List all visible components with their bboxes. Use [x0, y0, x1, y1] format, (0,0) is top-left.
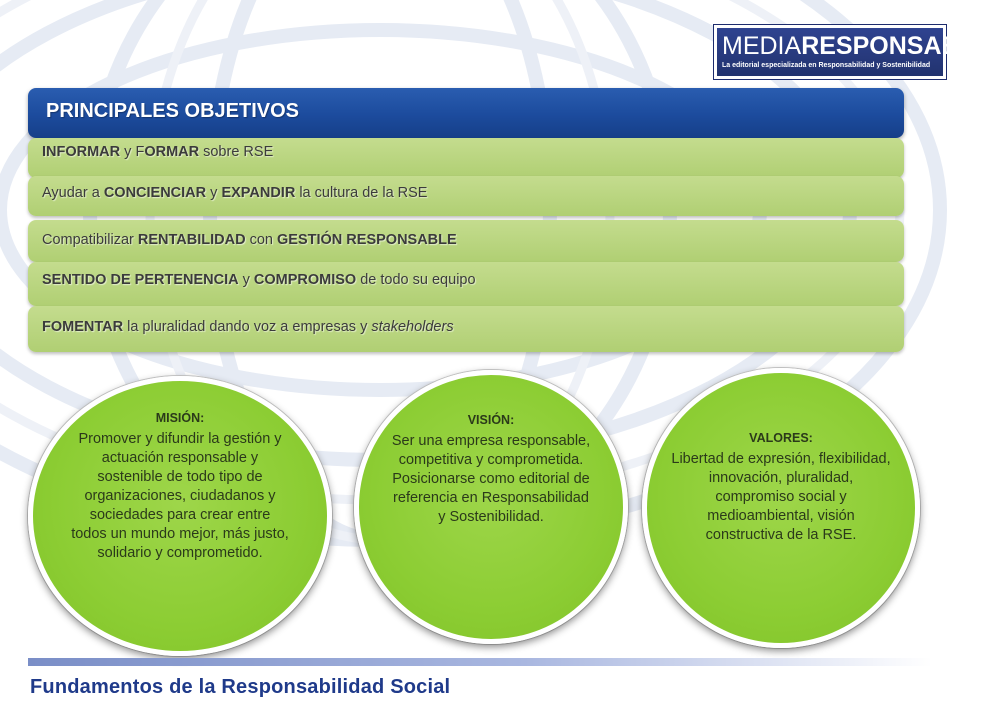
valores-content [671, 431, 891, 545]
vision-body: Ser una empresa responsable, competitiva y comprometida. Posicionarse como editorial de referencia en Responsabilidad y Sostenibilidad. [391, 433, 591, 525]
objective-item-fomentar [28, 306, 904, 352]
objective-plain: Ayudar a [42, 185, 104, 201]
objective-item-concienciar [28, 176, 904, 216]
objective-plain: Compatibilizar [42, 232, 138, 248]
objective-text [42, 232, 457, 248]
valores-body: Libertad de expresión, flexibilidad, innovación, pluralidad, compromiso social y medioambiental, visión constructiva de la RSE. [671, 451, 891, 543]
objective-italic: stakeholders [371, 319, 454, 335]
mision-body: Promover y difundir la gestión y actuación responsable y sostenible de todo tipo de organizaciones, ciudadanos y sociedades para crear entre todos un mundo mejor, más justo, solidario y comprometido. [71, 431, 289, 561]
objective-plain: y [206, 185, 222, 201]
objective-text [42, 185, 427, 201]
objective-text [42, 272, 476, 288]
objectives-header [28, 88, 904, 138]
objective-bold: GESTIÓN RESPONSABLE [277, 232, 457, 248]
objectives-title: PRINCIPALES OBJETIVOS [46, 100, 300, 122]
objective-plain: la pluralidad dando voz a empresas y [123, 319, 372, 335]
vision-title: VISIÓN: [467, 413, 515, 427]
logo-title-bold: RESPONSABLE [801, 32, 992, 60]
objective-text [42, 144, 273, 160]
objective-plain: la cultura de la RSE [295, 185, 428, 201]
objective-plain: con [245, 232, 278, 248]
objective-text [42, 319, 454, 335]
mision-title: MISIÓN: [155, 411, 205, 425]
objective-plain: y [238, 272, 254, 288]
footer-title: Fundamentos de la Responsabilidad Social [30, 676, 451, 698]
logo-title-light: MEDIA [722, 32, 802, 60]
objective-bold: RENTABILIDAD [137, 232, 246, 248]
objective-bold: ORMAR [144, 144, 200, 160]
objective-item-rentabilidad [28, 220, 904, 262]
valores-circle [642, 368, 920, 648]
objective-bold: FOMENTAR [42, 319, 124, 335]
objective-bold: COMPROMISO [253, 272, 357, 288]
objective-bold: CONCIENCIAR [103, 185, 207, 201]
logo-tagline: La editorial especializada en Responsabilidad y Sostenibilidad [722, 62, 931, 69]
objective-bold: EXPANDIR [221, 185, 296, 201]
objective-bold: SENTIDO DE PERTENENCIA [42, 272, 239, 288]
objective-item-pertenencia [28, 262, 904, 306]
logo-registered-mark: ® [992, 32, 1001, 44]
mediaresponsable-logo [713, 24, 1001, 80]
objective-bold: INFORMAR [42, 144, 121, 160]
valores-title: VALORES: [749, 431, 813, 445]
objective-item-informar [28, 138, 904, 178]
mision-circle [28, 376, 332, 656]
objective-plain: sobre RSE [199, 144, 274, 160]
vision-circle [354, 370, 628, 644]
mision-content [71, 411, 289, 563]
objective-plain: de todo su equipo [356, 272, 476, 288]
footer-divider [28, 658, 932, 666]
vision-content [389, 413, 593, 527]
objective-plain: y F [120, 144, 145, 160]
